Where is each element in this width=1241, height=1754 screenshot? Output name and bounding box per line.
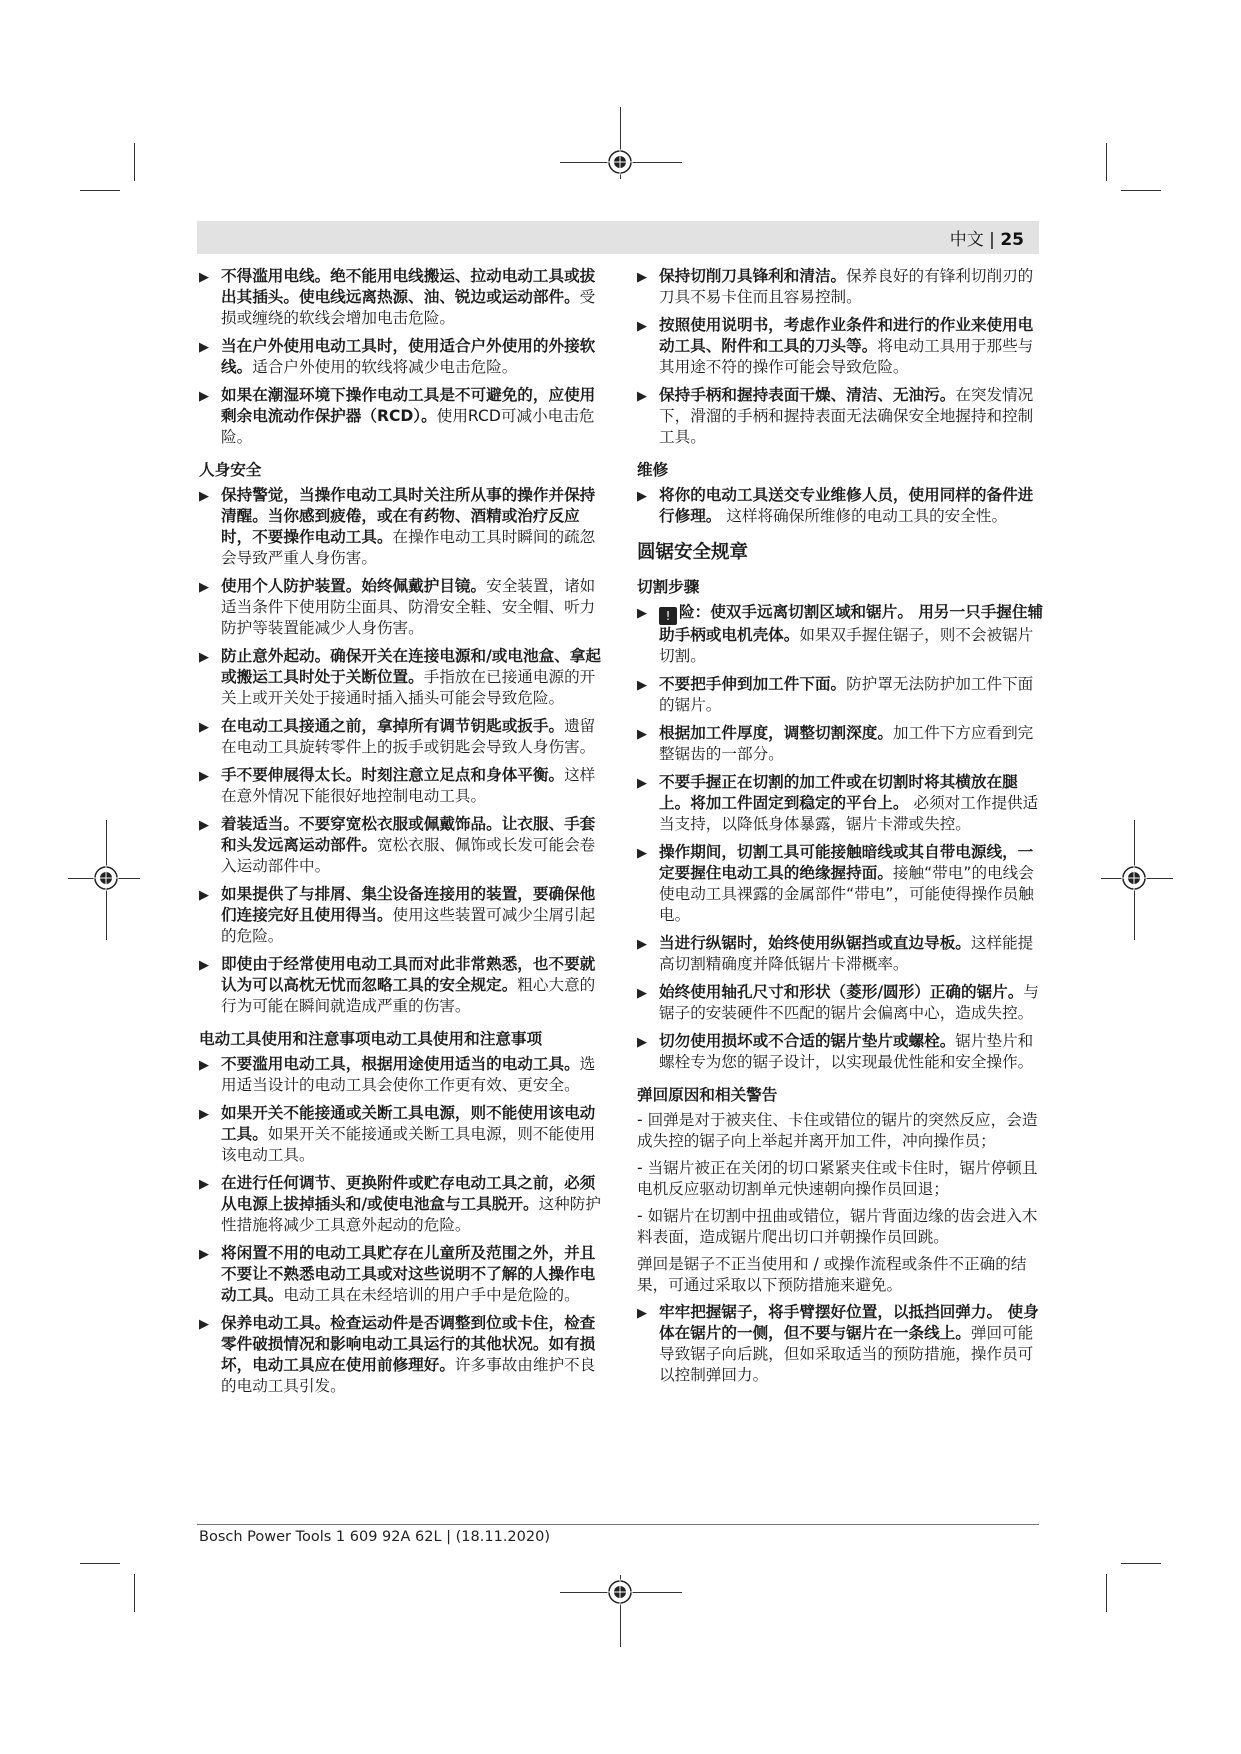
bullet-triangle-icon: ▶ (637, 389, 647, 404)
item-bold-text: 不要手握正在切割的加工件或在切割时将其横放在腿上。将加工件固定到稳定的平台上。 (659, 773, 1018, 812)
item-bold-text: 即使由于经常使用电动工具而对此非常熟悉，也不要就认为可以高枕无忧而忽略工具的安全规定。 (221, 955, 596, 994)
crop-mark (1121, 190, 1161, 191)
list-item (199, 266, 602, 329)
item-text: 如果开关不能接通或关断工具电源，则不能使用该电动工具。 (221, 1125, 596, 1164)
registration-mark-icon (1121, 865, 1147, 891)
item-bold-text: 手不要伸展得太长。时刻注意立足点和身体平衡。 (221, 766, 565, 784)
bullet-triangle-icon: ▶ (637, 270, 647, 285)
section-title: 圆锯安全规章 (637, 542, 749, 563)
crop-mark (80, 1563, 120, 1564)
right-column (637, 266, 1045, 1393)
page-header (197, 221, 1039, 254)
list-item (199, 646, 602, 709)
bullet-triangle-icon: ▶ (637, 319, 647, 334)
item-bold-text: 防止意外起动。确保开关在连接电源和/或电池盒、拿起或搬运工具时处于关断位置。 (221, 647, 601, 686)
item-text: 防护罩无法防护加工件下面的锯片。 (659, 675, 1034, 714)
paragraph: 弹回是锯子不正当使用和 / 或操作流程或条件不正确的结果，可通过采取以下预防措施来避免。 (637, 1255, 1027, 1294)
item-text: 安全装置，诸如适当条件下使用防尘面具、防滑安全鞋、安全帽、听力防护等装置能减少人身伤害。 (221, 577, 596, 637)
paragraph: - 如锯片在切割中扭曲或错位，锯片背面边缘的齿会进入木料表面，造成锯片爬出切口并朝操作员回跳。 (637, 1207, 1038, 1246)
bullet-triangle-icon: ▶ (199, 1247, 209, 1262)
list-item (637, 266, 1045, 308)
crop-mark (80, 190, 120, 191)
list-item (199, 1103, 602, 1166)
list-item (199, 1054, 602, 1096)
list-item (637, 385, 1045, 448)
list-item (637, 772, 1045, 835)
item-bold-text: 按照使用说明书，考虑作业条件和进行的作业来使用电动工具、附件和工具的刀头等。 (659, 316, 1034, 355)
item-text: 这种防护性措施将减少工具意外起动的危险。 (221, 1195, 601, 1234)
list-item (199, 336, 602, 378)
item-bold-text: 保持警觉，当操作电动工具时关注所从事的操作并保持清醒。当你感到疲倦，或在有药物、酒精或治疗反应时，不要操作电动工具。 (221, 486, 596, 546)
item-text: 粗心大意的行为可能在瞬间就造成严重的伤害。 (221, 976, 596, 1015)
list-item (637, 602, 1045, 667)
list-item (199, 385, 602, 448)
section-heading: 切割步骤 (637, 578, 700, 596)
list-item (637, 1031, 1045, 1073)
left-column (199, 266, 602, 1404)
item-text: 这样将确保所维修的电动工具的安全性。 (721, 507, 1008, 525)
item-bold-text: 使用个人防护装置。始终佩戴护目镜。 (221, 577, 487, 595)
item-bold-text: 切勿使用损坏或不合适的锯片垫片或螺栓。 (659, 1032, 956, 1050)
item-bold-text: 如果提供了与排屑、集尘设备连接用的装置，要确保他们连接完好且使用得当。 (221, 885, 596, 924)
item-bold-text: 不得滥用电线。绝不能用电线搬运、拉动电动工具或拔出其插头。使电线远离热源、油、锐边或运动部件。 (221, 267, 596, 306)
list-item (637, 485, 1045, 527)
item-text: 保养良好的有锋利切削刃的刀具不易卡住而且容易控制。 (659, 267, 1034, 306)
bullet-triangle-icon: ▶ (199, 270, 209, 285)
item-text: 接触“带电”的电线会使电动工具裸露的金属部件“带电”，可能使得操作员触电。 (659, 864, 1034, 924)
item-bold-text: 不要把手伸到加工件下面。 (659, 675, 847, 693)
section-heading: 弹回原因和相关警告 (637, 1086, 778, 1104)
item-text: 使用这些装置可减少尘屑引起的危险。 (221, 906, 596, 945)
item-text: 将电动工具用于那些与其用途不符的操作可能会导致危险。 (659, 337, 1034, 376)
item-bold-text: 如果在潮湿环境下操作电动工具是不可避免的，应使用剩余电流动作保护器（RCD）。 (221, 386, 596, 425)
bullet-triangle-icon: ▶ (637, 776, 647, 791)
registration-mark-icon (93, 865, 119, 891)
paragraph: - 当锯片被正在关闭的切口紧紧夹住或卡住时，锯片停顿且电机反应驱动切割单元快速朝向操作员回退； (637, 1159, 1038, 1198)
bullet-triangle-icon: ▶ (199, 818, 209, 833)
item-text: 选用适当设计的电动工具会使你工作更有效、更安全。 (221, 1055, 596, 1094)
list-item (637, 982, 1045, 1024)
bullet-triangle-icon: ▶ (199, 769, 209, 784)
item-bold-text: 将闲置不用的电动工具贮存在儿童所及范围之外，并且不要让不熟悉电动工具或对这些说明不了解的人操作电动工具。 (221, 1244, 596, 1304)
bullet-triangle-icon: ▶ (199, 1058, 209, 1073)
item-text: 这样能提高切割精确度并降低锯片卡滞概率。 (659, 934, 1034, 973)
crop-mark (1121, 1563, 1161, 1564)
item-bold-text: 在进行任何调节、更换附件或贮存电动工具之前，必须从电源上拔掉插头和/或使电池盒与工具脱开。 (221, 1174, 596, 1213)
list-item (199, 1313, 602, 1397)
bullet-triangle-icon: ▶ (637, 727, 647, 742)
item-bold-text: 当在户外使用电动工具时，使用适合户外使用的外接软线。 (221, 337, 596, 376)
bullet-triangle-icon: ▶ (199, 720, 209, 735)
item-bold-text: 将你的电动工具送交专业维修人员，使用同样的备件进行修理。 (659, 486, 1034, 525)
item-text: 在突发情况下，滑溜的手柄和握持表面无法确保安全地握持和控制工具。 (659, 386, 1034, 446)
item-bold-text: 如果开关不能接通或关断工具电源，则不能使用该电动工具。 (221, 1104, 596, 1143)
bullet-triangle-icon: ▶ (637, 1306, 647, 1321)
list-item (199, 814, 602, 877)
list-item (637, 1302, 1045, 1386)
bullet-triangle-icon: ▶ (199, 1317, 209, 1332)
item-bold-text: 牢牢把握锯子，将手臂摆好位置，以抵挡回弹力。 使身体在锯片的一侧，但不要与锯片在一条线上。 (659, 1303, 1039, 1342)
item-text: 电动工具在未经培训的用户手中是危险的。 (283, 1286, 580, 1304)
list-item (199, 485, 602, 569)
crop-mark (134, 1574, 135, 1612)
list-item (637, 842, 1045, 926)
footer-text: Bosch Power Tools 1 609 92A 62L | (18.11.2020) (199, 1529, 550, 1545)
section-heading: 维修 (637, 461, 669, 479)
bullet-triangle-icon: ▶ (637, 1035, 647, 1050)
list-item (199, 1243, 602, 1306)
item-bold-text: 保持切削刀具锋利和清洁。 (659, 267, 847, 285)
item-text: 使用RCD可减小电击危险。 (221, 407, 595, 446)
item-text: 在操作电动工具时瞬间的疏忽会导致严重人身伤害。 (221, 528, 596, 567)
bullet-triangle-icon: ▶ (637, 678, 647, 693)
item-text: 这样在意外情况下能很好地控制电动工具。 (221, 766, 596, 805)
bullet-triangle-icon: ▶ (199, 888, 209, 903)
item-text: 手指放在已接通电源的开关上或开关处于接通时插入插头可能会导致危险。 (221, 668, 596, 707)
page-number: 25 (1000, 230, 1024, 250)
item-bold-text: 始终使用轴孔尺寸和形状（菱形/圆形）正确的锯片。 (659, 983, 1024, 1001)
item-text: 必须对工作提供适当支持，以降低身体暴露，锯片卡滞或失控。 (659, 794, 1039, 833)
section-heading: 人身安全 (199, 461, 262, 479)
bullet-triangle-icon: ▶ (199, 958, 209, 973)
crop-mark (1106, 143, 1107, 181)
item-text: 适合户外使用的软线将减少电击危险。 (252, 358, 518, 376)
bullet-triangle-icon: ▶ (637, 489, 647, 504)
list-item (199, 576, 602, 639)
bullet-triangle-icon: ▶ (637, 846, 647, 861)
bullet-triangle-icon: ▶ (637, 986, 647, 1001)
list-item (199, 954, 602, 1017)
item-text: 许多事故由维护不良的电动工具引发。 (221, 1356, 596, 1395)
list-item (199, 1173, 602, 1236)
list-item (199, 716, 602, 758)
header-separator: | (983, 230, 1001, 250)
page-header-text (950, 225, 1024, 250)
item-bold-text: 操作期间，切割工具可能接触暗线或其自带电源线，一定要握住电动工具的绝缘握持面。 (659, 843, 1034, 882)
list-item (637, 674, 1045, 716)
list-item (637, 315, 1045, 378)
bullet-triangle-icon: ▶ (637, 937, 647, 952)
bullet-triangle-icon: ▶ (199, 650, 209, 665)
item-bold-text: 险：使双手远离切割区域和锯片。 用另一只手握住辅助手柄或电机壳体。 (659, 603, 1044, 644)
item-bold-text: 不要滥用电动工具，根据用途使用适当的电动工具。 (221, 1055, 580, 1073)
registration-mark-icon (607, 149, 633, 175)
bullet-triangle-icon: ▶ (199, 489, 209, 504)
item-text: 宽松衣服、佩饰或长发可能会卷入运动部件中。 (221, 836, 596, 875)
crop-mark (134, 143, 135, 181)
section-heading: 电动工具使用和注意事项电动工具使用和注意事项 (199, 1030, 543, 1048)
item-text: 加工件下方应看到完整锯齿的一部分。 (659, 724, 1034, 763)
crop-mark (1106, 1574, 1107, 1612)
item-bold-text: 着装适当。不要穿宽松衣服或佩戴饰品。让衣服、手套和头发远离运动部件。 (221, 815, 596, 854)
header-language: 中文 (949, 230, 984, 250)
item-text: 与锯子的安装硬件不匹配的锯片会偏离中心，造成失控。 (659, 983, 1039, 1022)
item-bold-text: 保持手柄和握持表面干燥、清洁、无油污。 (659, 386, 956, 404)
bullet-triangle-icon: ▶ (199, 1177, 209, 1192)
list-item (199, 765, 602, 807)
bullet-triangle-icon: ▶ (199, 1107, 209, 1122)
footer-divider (197, 1524, 1039, 1525)
item-bold-text: 保养电动工具。检查运动件是否调整到位或卡住，检查零件破损情况和影响电动工具运行的其他状况。如有损坏，电动工具应在使用前修理好。 (221, 1314, 596, 1374)
item-text: 锯片垫片和螺栓专为您的锯子设计，以实现最优性能和安全操作。 (659, 1032, 1034, 1071)
list-item (199, 884, 602, 947)
item-text: 遗留在电动工具旋转零件上的扳手或钥匙会导致人身伤害。 (221, 717, 596, 756)
paragraph: - 回弹是对于被夹住、卡住或错位的锯片的突然反应，会造成失控的锯子向上举起并离开加工件，冲向操作员； (637, 1111, 1038, 1150)
registration-mark-icon (607, 1579, 633, 1605)
bullet-triangle-icon: ▶ (199, 389, 209, 404)
warning-icon: ! (659, 607, 677, 625)
item-bold-text: 当进行纵锯时，始终使用纵锯挡或直边导板。 (659, 934, 971, 952)
bullet-triangle-icon: ▶ (199, 580, 209, 595)
item-text: 如果双手握住锯子，则不会被锯片切割。 (659, 626, 1034, 665)
item-bold-text: 在电动工具接通之前，拿掉所有调节钥匙或扳手。 (221, 717, 565, 735)
item-bold-text: 根据加工件厚度，调整切割深度。 (659, 724, 893, 742)
bullet-triangle-icon: ▶ (199, 340, 209, 355)
list-item (637, 933, 1045, 975)
list-item (637, 723, 1045, 765)
item-text: 弹回可能导致锯子向后跳，但如采取适当的预防措施，操作员可以控制弹回力。 (659, 1324, 1034, 1384)
item-text: 受损或缠绕的软线会增加电击危险。 (221, 288, 596, 327)
bullet-triangle-icon: ▶ (637, 606, 647, 621)
